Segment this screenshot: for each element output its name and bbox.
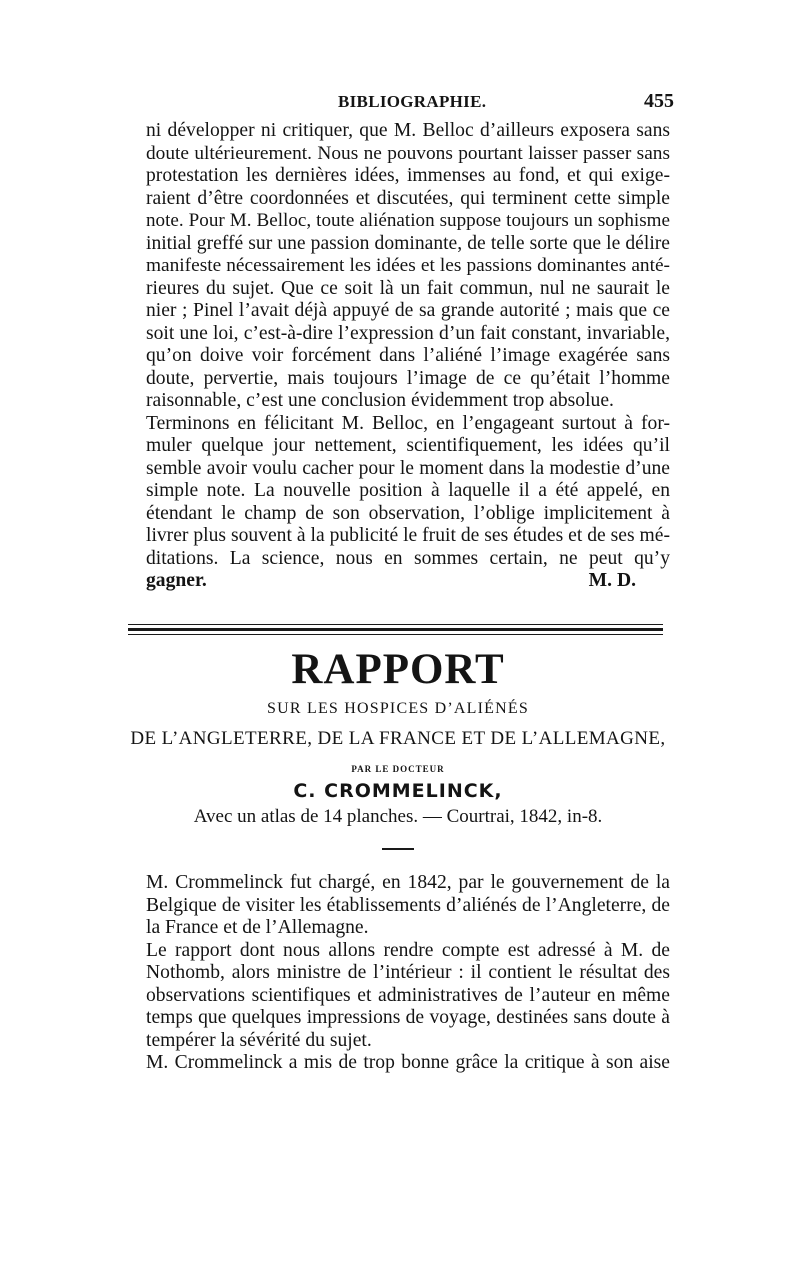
text-line: muler quelque jour nettement, scientifiquement, les idées qu’il [146, 435, 670, 456]
text-line: doute ultérieurement. Nous ne pouvons pourtant laisser passer sans [146, 142, 670, 164]
text-line: ditations. La science, nous en sommes certain, ne peut qu’y [146, 547, 670, 569]
text-line: raisonnable, c’est une conclusion évidemment trop absolue. [146, 390, 614, 411]
text-line: Nothomb, alors ministre de l’intérieur : il contient le résultat des [146, 962, 670, 983]
text-line: manifeste nécessairement les idées et les passions dominantes anté- [146, 255, 670, 276]
text-line: Belgique de visiter les établissements d’aliénés de l’Angleterre, de [146, 894, 670, 916]
short-divider [382, 848, 414, 850]
report-title: RAPPORT [291, 646, 505, 693]
text-line: étendant le champ de son observation, l’oblige implicitement à [146, 502, 670, 524]
text-line: la France et de l’Allemagne. [146, 917, 369, 938]
review-signature: M. D. [588, 570, 636, 591]
text-line: livrer plus souvent à la publicité le fruit de ses études et de ses mé- [146, 525, 670, 546]
section-divider-bottom [128, 634, 663, 635]
text-line: rieures du sujet. Que ce soit là un fait commun, nul ne saurait le [146, 277, 670, 299]
text-line: M. Crommelinck fut chargé, en 1842, par le gouvernement de la [146, 872, 670, 893]
signoff-line [146, 570, 670, 593]
section-divider-thick [128, 628, 663, 631]
text-line: simple note. La nouvelle position à laquelle il a été appelé, en [146, 480, 670, 501]
text-line: temps que quelques impressions de voyage, destinées sans doute à [146, 1007, 670, 1028]
text-line: soit une loi, c’est-à-dire l’expression d’un fait constant, invariable, [146, 322, 670, 344]
text-line: M. Crommelinck a mis de trop bonne grâce la critique à son aise [146, 1052, 670, 1073]
by-line: PAR LE DOCTEUR [351, 764, 445, 774]
text-line: initial greffé sur une passion dominante, de telle sorte que le délire [146, 232, 670, 254]
report-subtitle: SUR LES HOSPICES D’ALIÉNÉS [267, 700, 529, 717]
text-line: doute, pervertie, mais toujours l’image de ce qu’était l’homme [146, 367, 670, 389]
section-divider-top [128, 624, 663, 625]
review-text [146, 120, 670, 593]
text-line: semble avoir voulu cacher pour le moment dans la modestie d’une [146, 457, 670, 479]
publication-details: Avec un atlas de 14 planches. — Courtrai, 1842, in-8. [193, 806, 603, 827]
text-line: tempérer la sévérité du sujet. [146, 1029, 372, 1051]
report-author: C. CROMMELINCK, [293, 780, 503, 802]
text-line: raient d’être coordonnées et discutées, qui terminent cette simple [146, 187, 670, 209]
text-line: Le rapport dont nous allons rendre compte est adressé à M. de [146, 939, 670, 961]
page-number: 455 [644, 90, 674, 112]
text-line: note. Pour M. Belloc, toute aliénation suppose toujours un sophisme [146, 210, 670, 231]
text-line: protestation les dernières idées, immenses au fond, et qui exige- [146, 165, 670, 186]
running-header-title: BIBLIOGRAPHIE. [338, 92, 487, 111]
text-line: qu’on doive voir forcément dans l’aliéné l’image exagérée sans [146, 345, 670, 366]
report-countries: DE L’ANGLETERRE, DE LA FRANCE ET DE L’ALLEMAGNE, [130, 728, 666, 749]
closing-word: gagner. [146, 570, 207, 591]
text-line: Terminons en félicitant M. Belloc, en l’engageant surtout à for- [146, 412, 670, 434]
text-line: nier ; Pinel l’avait déjà appuyé de sa grande autorité ; mais que ce [146, 300, 670, 321]
text-line: observations scientifiques et administratives de l’auteur en même [146, 984, 670, 1006]
text-line: ni développer ni critiquer, que M. Belloc d’ailleurs exposera sans [146, 120, 670, 141]
report-text [146, 872, 670, 1075]
